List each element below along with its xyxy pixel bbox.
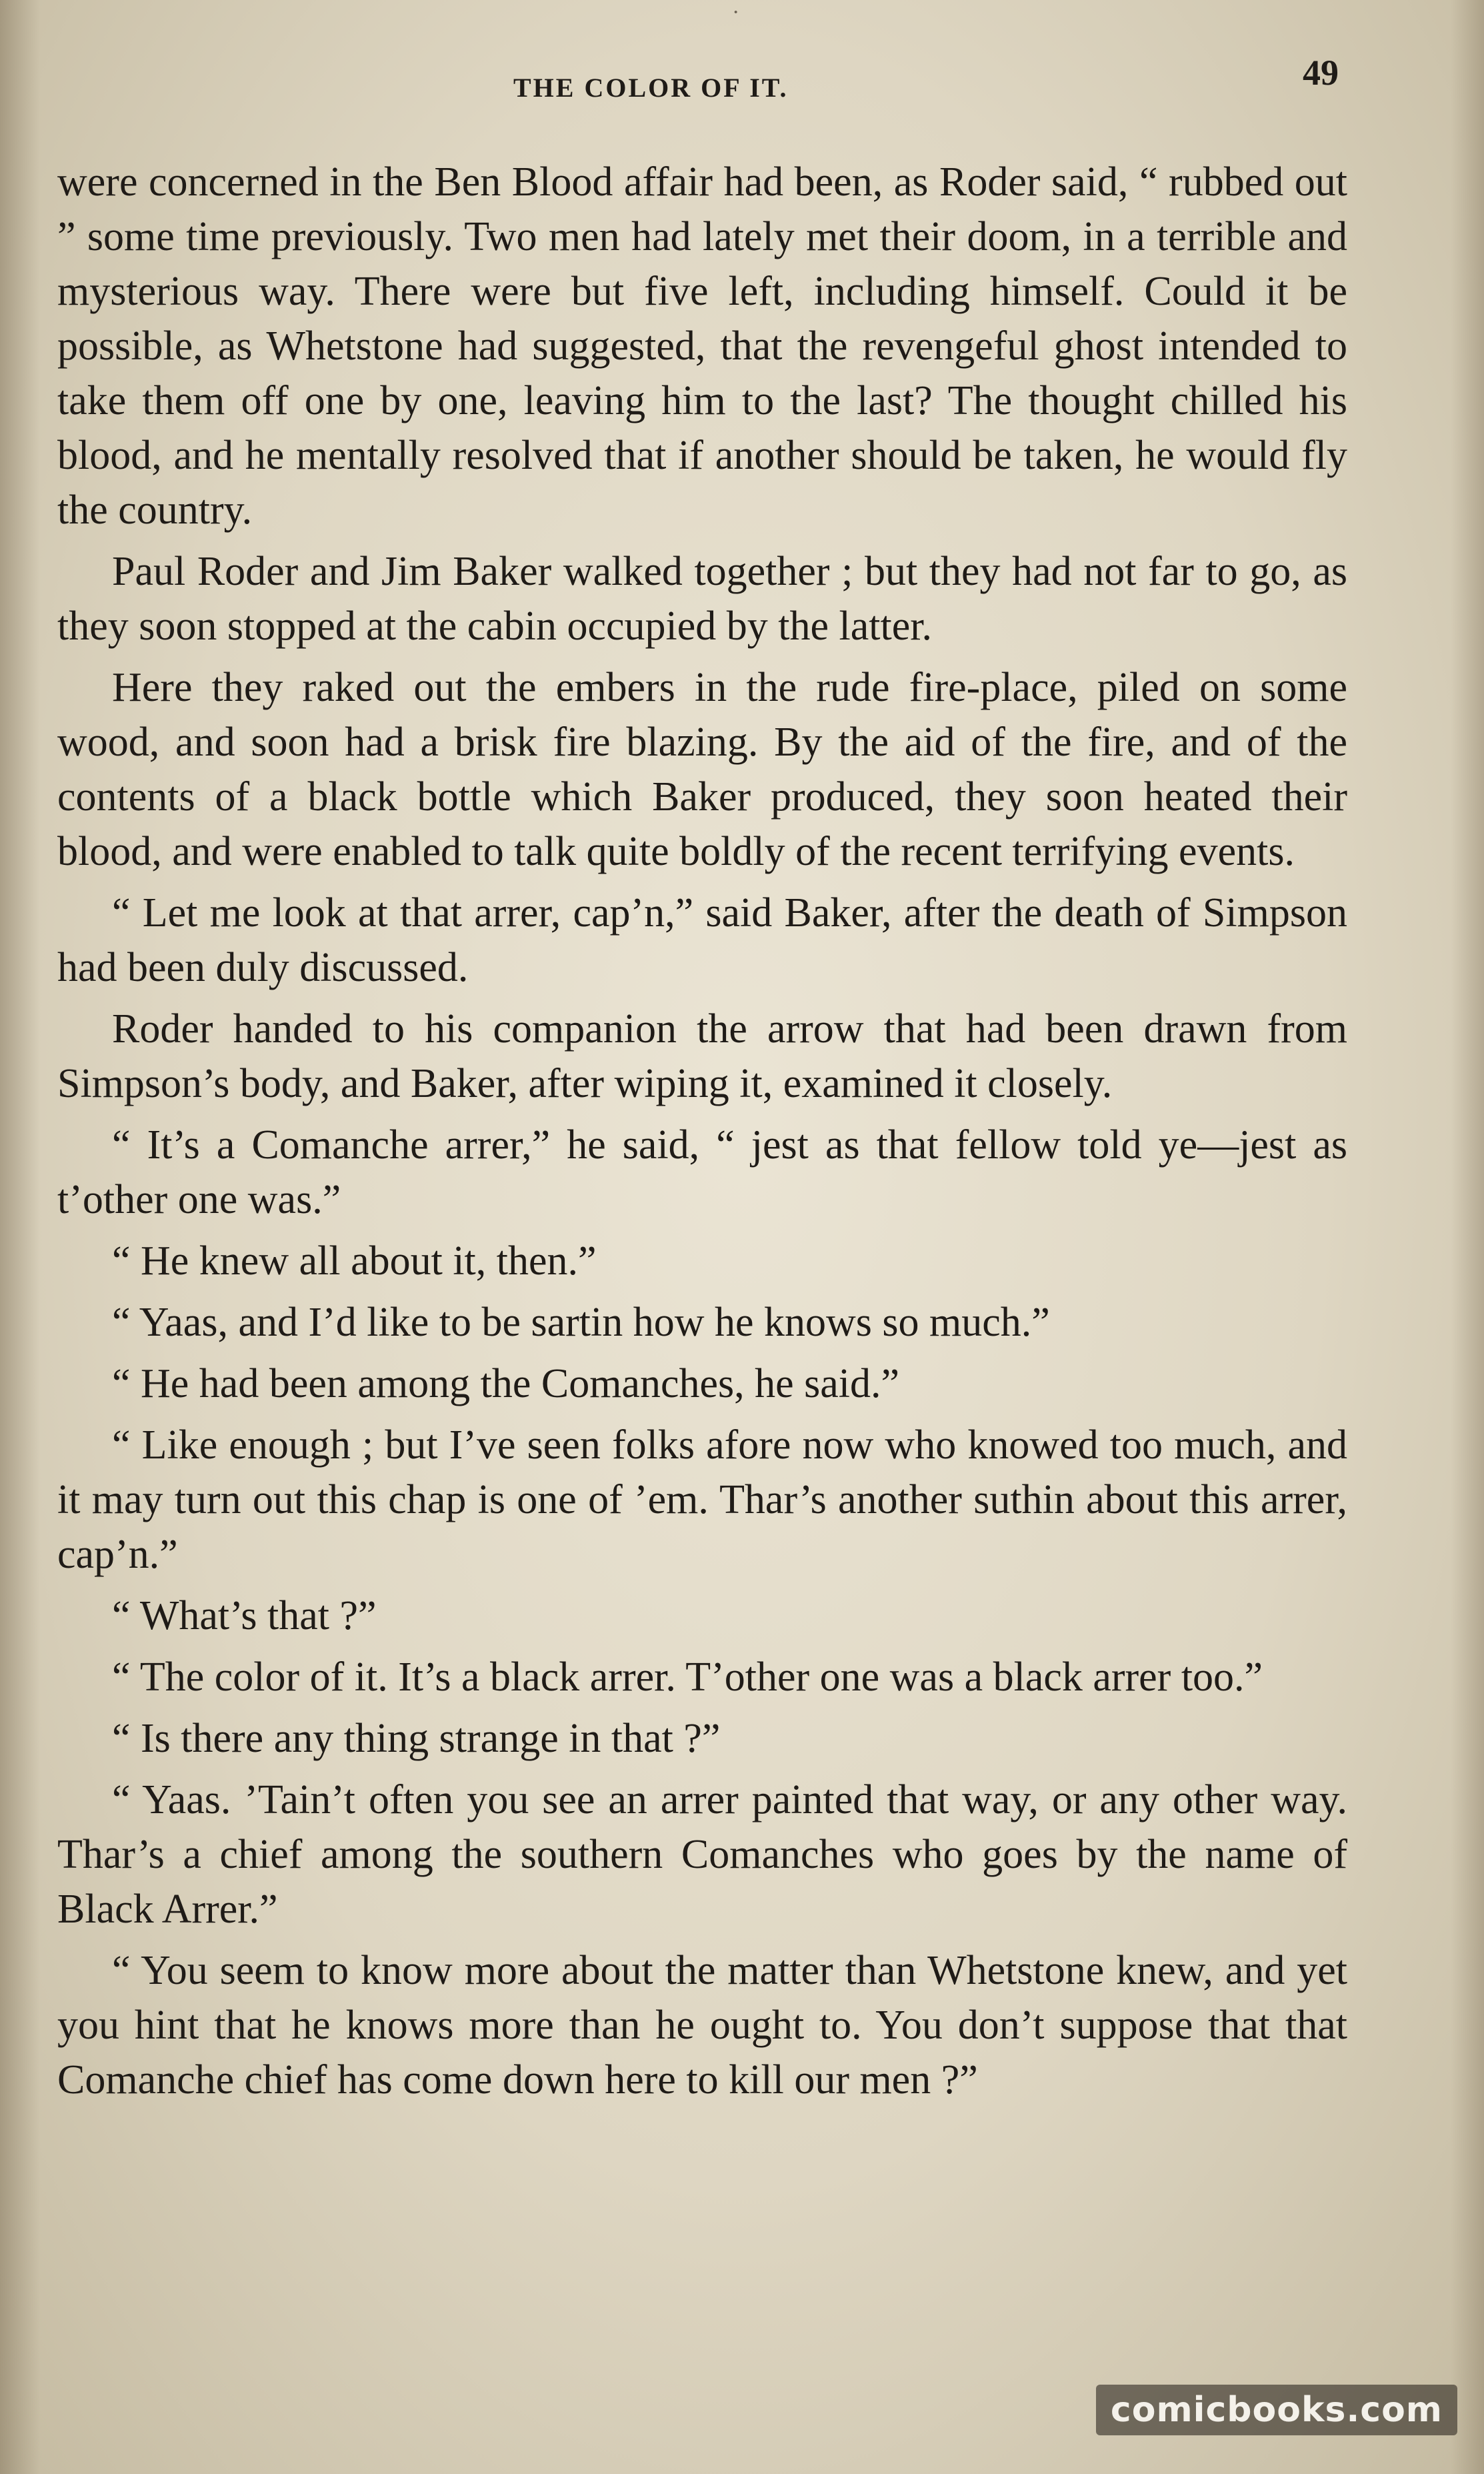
paragraph: “ Yaas, and I’d like to be sartin how he knows so much.” (112, 1300, 1050, 1345)
paragraph: “ The color of it. It’s a black arrer. T’other one was a black arrer too.” (112, 1654, 1263, 1700)
paragraph: “ What’s that ?” (112, 1593, 377, 1638)
paragraph: “ Yaas. ’Tain’t often you see an arrer painted that way, or any other way. Thar’s a chief among the southern Comanches who goes by the name of Black Arrer.” (57, 1777, 1347, 1932)
page-number: 49 (1303, 53, 1339, 93)
paragraph: Paul Roder and Jim Baker walked together ; but they had not far to go, as they soon stopped at the cabin occupied by the latter. (57, 549, 1347, 649)
paragraph: “ He knew all about it, then.” (112, 1238, 597, 1284)
paragraph: “ Is there any thing strange in that ?” (112, 1716, 721, 1761)
watermark: comicbooks.com (1096, 2385, 1457, 2435)
paragraph: “ He had been among the Comanches, he said.” (112, 1361, 900, 1406)
paragraph: “ You seem to know more about the matter than Whetstone knew, and yet you hint that he knows more than he ought to. You don’t suppose that that Comanche chief has come down here to kill our men ?” (57, 1948, 1347, 2103)
paragraph: Roder handed to his companion the arrow that had been drawn from Simpson’s body, and Baker, after wiping it, examined it closely. (57, 1006, 1347, 1106)
paragraph: Here they raked out the embers in the rude fire-place, piled on some wood, and soon had a brisk fire blazing. By the aid of the fire, and of the contents of a black bottle which Baker produced, they soon heated their blood, and were enabled to talk quite boldly of the recent terrifying events. (57, 665, 1347, 874)
running-head: THE COLOR OF IT. (513, 73, 789, 103)
paragraph: were concerned in the Ben Blood affair had been, as Roder said, “ rubbed out ” some time previously. Two men had lately met their doom, in a terrible and mysterious way. There were but five left, including himself. Could it be possible, as Whetstone had suggested, that the revengeful ghost intended to take them off one by one, leaving him to the last? The thought chilled his blood, and he mentally resolved that if another should be taken, he would fly the country. (57, 159, 1347, 533)
print-mark: · (732, 0, 740, 25)
body-text (57, 155, 1347, 2114)
paragraph: “ Let me look at that arrer, cap’n,” said Baker, after the death of Simpson had been duly discussed. (57, 890, 1347, 990)
paragraph: “ Like enough ; but I’ve seen folks afore now who knowed too much, and it may turn out this chap is one of ’em. Thar’s another suthin about this arrer, cap’n.” (57, 1422, 1347, 1577)
paragraph: “ It’s a Comanche arrer,” he said, “ jest as that fellow told ye—jest as t’other one was.” (57, 1122, 1347, 1222)
